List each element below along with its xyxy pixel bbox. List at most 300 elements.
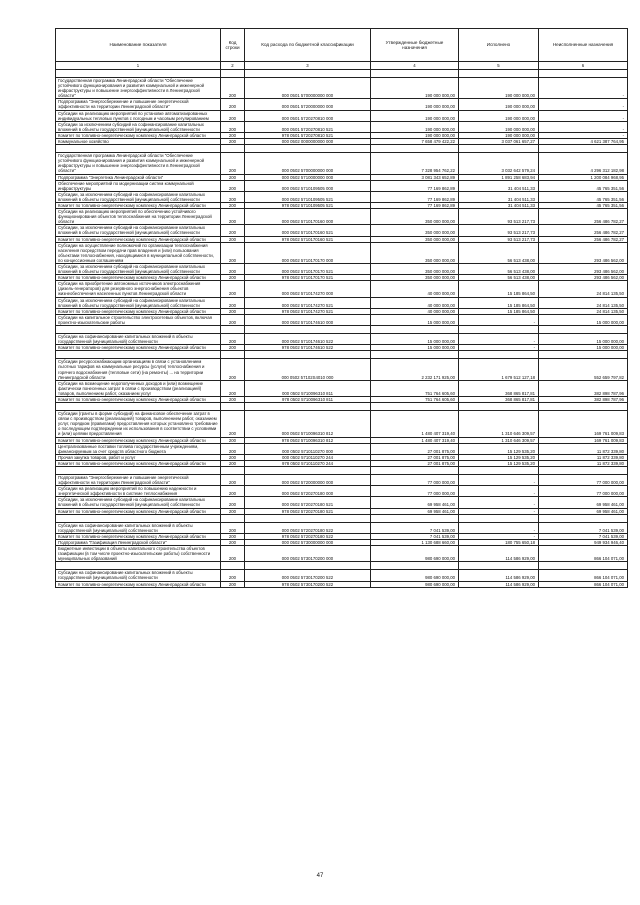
row-code: 200 (221, 486, 245, 497)
row-executed: 15 185 864,50 (459, 281, 539, 297)
row-kbk: 000 0502 5710110270 000 (245, 443, 371, 454)
row-code: 200 (221, 454, 245, 460)
row-kbk: 000 0502 5710170170 521 (245, 264, 371, 275)
table-row (56, 110, 628, 121)
row-code: 200 (221, 78, 245, 99)
row-name: Подпрограмма "Энергосбережение и повышение энергетической эффективности на территории Ленинградской области" (56, 475, 221, 486)
row-name: Обеспечение мероприятий по модернизации систем коммунальной инфраструктуры (56, 180, 221, 191)
row-executed: 15 185 864,50 (459, 308, 539, 314)
row-unexecuted: 293 486 562,00 (539, 275, 628, 281)
table-row (56, 411, 628, 437)
row-unexecuted: 866 104 071,00 (539, 546, 628, 562)
row-name: Субсидии на реализацию мероприятий по обеспечению устойчивого функционирования объектов теплоснабжения на территории Ленинградской области (56, 209, 221, 225)
table-row (56, 334, 628, 345)
row-executed: 15 185 864,50 (459, 297, 539, 308)
row-name: Субсидии, за исключением субсидий на софинансирование капитальных вложений в объекты государственной (муниципальной) собственности (56, 225, 221, 236)
row-code: 200 (221, 539, 245, 545)
table-row (56, 242, 628, 263)
row-executed: 190 000 000,00 (459, 110, 539, 121)
row-code: 200 (221, 359, 245, 380)
row-name: Комитет по топливно-энергетическому комплексу Ленинградской области (56, 396, 221, 402)
row-kbk: 000 0502 57102S4010 000 (245, 359, 371, 380)
row-name: Комитет по топливно-энергетическому комплексу Ленинградской области (56, 275, 221, 281)
header-unexecuted: Неисполненные назначения (539, 29, 628, 62)
row-kbk: 000 0502 5720270180 521 (245, 497, 371, 508)
row-approved: 7 328 954 762,22 (371, 153, 459, 174)
spacer-cell (371, 514, 459, 522)
table-row (56, 264, 628, 275)
row-unexecuted: 1 200 084 968,95 (539, 174, 628, 180)
table-row (56, 497, 628, 508)
row-approved: 190 000 000,00 (371, 121, 459, 132)
spacer-cell (221, 467, 245, 475)
row-executed: 368 865 817,81 (459, 396, 539, 402)
row-unexecuted: 866 104 071,00 (539, 581, 628, 587)
row-unexecuted: 15 000 000,00 (539, 314, 628, 325)
row-approved: 190 000 000,00 (371, 99, 459, 110)
row-code: 200 (221, 242, 245, 263)
row-approved: 40 000 000,00 (371, 308, 459, 314)
row-kbk: 000 0502 5730170200 522 (245, 570, 371, 581)
row-executed: - (459, 508, 539, 514)
row-name: Прочая закупка товаров, работ и услуг (56, 454, 221, 460)
row-name: Государственная программа Ленинградской области "Обеспечение устойчивого функционирования и развития коммунальной и инженерной инфраструктуры и повышение энергоэффективности в Ленинградской области" (56, 153, 221, 174)
row-code: 200 (221, 132, 245, 138)
row-name: Комитет по топливно-энергетическому комплексу Ленинградской области (56, 437, 221, 443)
row-unexecuted: 256 486 782,27 (539, 209, 628, 225)
row-executed: 3 037 061 657,27 (459, 139, 539, 145)
table-row (56, 281, 628, 297)
table-row (56, 314, 628, 325)
row-kbk: 978 0502 5710170170 521 (245, 275, 371, 281)
row-kbk: 978 0502 5720270180 521 (245, 508, 371, 514)
row-code: 200 (221, 191, 245, 202)
row-approved: 40 000 000,00 (371, 281, 459, 297)
table-row (56, 153, 628, 174)
row-kbk: 978 0502 5710170160 521 (245, 236, 371, 242)
spacer-cell (221, 70, 245, 78)
row-kbk: 978 0502 5710096310 811 (245, 396, 371, 402)
row-executed: 114 586 929,00 (459, 570, 539, 581)
spacer-cell (221, 514, 245, 522)
row-executed: 190 000 000,00 (459, 121, 539, 132)
row-approved: 15 000 000,00 (371, 314, 459, 325)
row-unexecuted: - (539, 78, 628, 99)
row-code: 200 (221, 314, 245, 325)
row-approved: 980 690 000,00 (371, 546, 459, 562)
spacer-row (56, 326, 628, 334)
row-name: Комитет по топливно-энергетическому комплексу Ленинградской области (56, 508, 221, 514)
spacer-cell (221, 351, 245, 359)
row-kbk: 000 0501 5720270810 000 (245, 110, 371, 121)
row-approved: 980 690 000,00 (371, 570, 459, 581)
row-unexecuted: 15 000 000,00 (539, 334, 628, 345)
spacer-cell (539, 562, 628, 570)
spacer-cell (539, 403, 628, 411)
row-name: Комитет по топливно-энергетическому комплексу Ленинградской области (56, 308, 221, 314)
row-executed: 15 129 535,20 (459, 454, 539, 460)
row-code: 200 (221, 139, 245, 145)
row-code: 200 (221, 497, 245, 508)
spacer-cell (371, 326, 459, 334)
row-kbk: 000 0502 5710174610 000 (245, 314, 371, 325)
header-kbk: Код расхода по бюджетной классификации (245, 29, 371, 62)
row-name: Подпрограмма "Газификация Ленинградской области" (56, 539, 221, 545)
row-unexecuted: 11 872 339,80 (539, 454, 628, 460)
row-unexecuted: - (539, 132, 628, 138)
row-kbk: 000 0502 5710110270 244 (245, 454, 371, 460)
row-approved: 7 041 539,00 (371, 522, 459, 533)
row-unexecuted: 7 041 539,00 (539, 533, 628, 539)
row-kbk: 000 0501 5720000000 000 (245, 99, 371, 110)
row-name: Комитет по топливно-энергетическому комплексу Ленинградской области (56, 533, 221, 539)
row-approved: 77 000 000,00 (371, 475, 459, 486)
row-approved: 77 169 862,89 (371, 180, 459, 191)
row-kbk: 978 0502 5710109505 521 (245, 202, 371, 208)
row-code: 200 (221, 153, 245, 174)
row-name: Государственная программа Ленинградской области "Обеспечение устойчивого функционирования и развития коммунальной и инженерной инфраструктуры и повышение энергоэффективности в Ленинградской области" (56, 78, 221, 99)
row-unexecuted: 293 486 562,00 (539, 264, 628, 275)
table-row (56, 297, 628, 308)
row-approved: 77 000 000,00 (371, 486, 459, 497)
row-kbk: 000 0501 5700000000 000 (245, 78, 371, 99)
row-code: 200 (221, 546, 245, 562)
row-approved: 40 000 000,00 (371, 297, 459, 308)
row-unexecuted: 293 486 562,00 (539, 242, 628, 263)
row-executed: - (459, 314, 539, 325)
row-kbk: 000 0502 0000000000 000 (245, 139, 371, 145)
column-number: 5 (459, 62, 539, 70)
spacer-cell (371, 403, 459, 411)
row-approved: 15 000 000,00 (371, 345, 459, 351)
row-name: Централизованные поставки топлива государственным учреждениям, финансируемым за счет средств областного бюджета (56, 443, 221, 454)
spacer-cell (245, 326, 371, 334)
table-body (56, 70, 628, 588)
row-code: 200 (221, 522, 245, 533)
row-executed: 56 513 438,00 (459, 264, 539, 275)
row-executed: 93 513 217,73 (459, 225, 539, 236)
spacer-cell (459, 351, 539, 359)
row-approved: 77 169 862,89 (371, 191, 459, 202)
row-approved: 350 000 000,00 (371, 209, 459, 225)
row-unexecuted: 169 761 009,83 (539, 437, 628, 443)
spacer-cell (371, 70, 459, 78)
row-kbk: 000 0502 5710096310 812 (245, 411, 371, 437)
row-name: Субсидии на капитальное строительство электросетевых объектов, включая проектно-изыскательские работы (56, 314, 221, 325)
table-row (56, 180, 628, 191)
row-approved: 350 000 000,00 (371, 242, 459, 263)
table-row (56, 99, 628, 110)
row-name: Коммунальное хозяйство (56, 139, 221, 145)
row-approved: 190 000 000,00 (371, 132, 459, 138)
column-number: 4 (371, 62, 459, 70)
row-unexecuted: 7 041 539,00 (539, 522, 628, 533)
row-unexecuted: 256 486 782,27 (539, 236, 628, 242)
row-name: Субсидии на возмещение недополученных доходов и (или) возмещение фактически понесенных затрат в связи с производством (реализацией) товаров, выполнением работ, оказанием услуг (56, 380, 221, 396)
row-code: 200 (221, 297, 245, 308)
spacer-cell (56, 467, 221, 475)
row-code: 200 (221, 345, 245, 351)
table-row (56, 570, 628, 581)
row-unexecuted: 169 761 009,83 (539, 411, 628, 437)
row-kbk: 000 0502 5710096310 811 (245, 380, 371, 396)
row-executed: 190 000 000,00 (459, 99, 539, 110)
table-row (56, 359, 628, 380)
row-executed: 190 000 000,00 (459, 132, 539, 138)
row-name: Субсидии ресурсоснабжающим организациям в связи с установлением льготных тарифов на коммунальные ресурсы (услуги) теплоснабжения и горячего водоснабжения (тепловые сети) (на ремонты) ... на территории Ленинградской области (56, 359, 221, 380)
row-name: Бюджетные инвестиции в объекты капитального строительства объектов газификации (в том числе проектно-изыскательские работы) собственности муниципальных образований (56, 546, 221, 562)
spacer-cell (371, 145, 459, 153)
row-approved: 980 690 000,00 (371, 581, 459, 587)
row-executed: - (459, 497, 539, 508)
row-unexecuted: 45 765 351,56 (539, 180, 628, 191)
row-unexecuted: 15 000 000,00 (539, 345, 628, 351)
row-name: Субсидии на реализацию мероприятий по повышению надежности и энергетической эффективности в системе теплоснабжения (56, 486, 221, 497)
spacer-cell (459, 403, 539, 411)
row-unexecuted: 45 765 351,56 (539, 191, 628, 202)
table-row (56, 380, 628, 396)
row-kbk: 000 0502 5710170160 521 (245, 225, 371, 236)
row-unexecuted: 866 104 071,00 (539, 570, 628, 581)
table-row (56, 443, 628, 454)
row-executed: 15 129 535,20 (459, 443, 539, 454)
row-name: Комитет по топливно-энергетическому комплексу Ленинградской области (56, 132, 221, 138)
row-name: Субсидии, за исключением субсидий на софинансирование капитальных вложений в объекты государственной (муниципальной) собственности (56, 191, 221, 202)
column-number: 2 (221, 62, 245, 70)
row-code: 200 (221, 264, 245, 275)
row-name: Субсидии (гранты в форме субсидий) на финансовое обеспечение затрат в связи с производством (реализацией) товаров, выполнением работ, оказанием услуг, порядком (правилами) предоставления которых установлено требование о последующем подтверждении их использования в соответствии с условиями и (или) целями предоставления (56, 411, 221, 437)
row-code: 200 (221, 334, 245, 345)
spacer-row (56, 514, 628, 522)
row-name: Субсидии на софинансирование капитальных вложений в объекты государственной (муниципальной) собственности (56, 570, 221, 581)
spacer-cell (539, 145, 628, 153)
row-executed: - (459, 533, 539, 539)
row-approved: 1 130 688 660,00 (371, 539, 459, 545)
row-approved: 2 232 171 925,00 (371, 359, 459, 380)
row-code: 200 (221, 460, 245, 466)
row-executed: 56 513 438,00 (459, 242, 539, 263)
spacer-cell (371, 351, 459, 359)
row-kbk: 000 0502 5720270180 000 (245, 486, 371, 497)
row-approved: 350 000 000,00 (371, 236, 459, 242)
row-approved: 27 001 875,00 (371, 454, 459, 460)
row-name: Субсидии, за исключением субсидий на софинансирование капитальных вложений в объекты государственной (муниципальной) собственности (56, 297, 221, 308)
spacer-cell (245, 514, 371, 522)
row-unexecuted: 24 814 135,50 (539, 308, 628, 314)
row-name: Комитет по топливно-энергетическому комплексу Ленинградской области (56, 581, 221, 587)
table-row (56, 475, 628, 486)
row-executed: 31 404 511,33 (459, 180, 539, 191)
row-code: 200 (221, 396, 245, 402)
row-unexecuted: 949 934 946,40 (539, 539, 628, 545)
table-row (56, 522, 628, 533)
row-code: 200 (221, 110, 245, 121)
row-kbk: 978 0502 5710174270 521 (245, 308, 371, 314)
row-executed: - (459, 486, 539, 497)
spacer-cell (56, 351, 221, 359)
row-code: 200 (221, 121, 245, 132)
spacer-cell (459, 70, 539, 78)
row-name: Субсидии на реализацию мероприятий по установке автоматизированных индивидуальных тепловых пунктов с погодным и часовым регулированием (56, 110, 221, 121)
row-name: Субсидии, за исключением субсидий на софинансирование капитальных вложений в объекты государственной (муниципальной) собственности (56, 497, 221, 508)
row-executed: 180 755 650,18 (459, 539, 539, 545)
row-kbk: 000 0502 5720000000 000 (245, 475, 371, 486)
row-kbk: 000 0502 5700000000 000 (245, 153, 371, 174)
row-unexecuted: - (539, 110, 628, 121)
spacer-row (56, 562, 628, 570)
row-kbk: 000 0502 5710174270 000 (245, 281, 371, 297)
row-code: 200 (221, 99, 245, 110)
row-kbk: 000 0502 5710174270 521 (245, 297, 371, 308)
row-kbk: 978 0502 5730170200 522 (245, 581, 371, 587)
row-executed: 93 513 217,73 (459, 209, 539, 225)
row-code: 200 (221, 281, 245, 297)
header-approved: Утвержденные бюджетные назначения (371, 29, 459, 62)
spacer-cell (539, 70, 628, 78)
row-code: 200 (221, 570, 245, 581)
row-approved: 27 001 875,00 (371, 443, 459, 454)
header-executed: Исполнено (459, 29, 539, 62)
row-name: Комитет по топливно-энергетическому комплексу Ленинградской области (56, 202, 221, 208)
row-name: Подпрограмма "Энергосбережение и повышение энергетической эффективности на территории Ленинградской области" (56, 99, 221, 110)
table-row (56, 581, 628, 587)
row-executed: 1 310 646 309,57 (459, 411, 539, 437)
row-unexecuted: 45 765 351,56 (539, 202, 628, 208)
row-executed: 31 404 511,33 (459, 191, 539, 202)
table-row (56, 209, 628, 225)
table-row (56, 546, 628, 562)
row-name: Субсидии на софинансирование капитальных вложений в объекты государственной (муниципальной) собственности (56, 522, 221, 533)
row-executed: 93 513 217,73 (459, 236, 539, 242)
spacer-cell (56, 145, 221, 153)
table-row (56, 121, 628, 132)
row-name: Комитет по топливно-энергетическому комплексу Ленинградской области (56, 460, 221, 466)
spacer-cell (539, 514, 628, 522)
row-unexecuted: - (539, 99, 628, 110)
table-row (56, 78, 628, 99)
budget-execution-table (55, 28, 628, 588)
row-approved: 1 480 407 319,40 (371, 437, 459, 443)
row-name: Подпрограмма "Энергетика Ленинградской области" (56, 174, 221, 180)
spacer-cell (539, 351, 628, 359)
row-executed: 1 679 512 127,18 (459, 359, 539, 380)
spacer-cell (221, 326, 245, 334)
row-name: Субсидии на осуществление полномочий по организации теплоснабжения населения посредством передачи прав владения и (или) пользования объектами теплоснабжения, находящимися в муниципальной собственности, по концессионным соглашениям (56, 242, 221, 263)
row-unexecuted: - (539, 121, 628, 132)
table-row (56, 191, 628, 202)
row-executed: - (459, 345, 539, 351)
row-unexecuted: 382 898 787,96 (539, 396, 628, 402)
spacer-cell (56, 70, 221, 78)
spacer-row (56, 70, 628, 78)
spacer-cell (245, 467, 371, 475)
row-approved: 350 000 000,00 (371, 225, 459, 236)
row-name: Субсидии, за исключением субсидий на софинансирование капитальных вложений в объекты государственной (муниципальной) собственности (56, 264, 221, 275)
row-approved: 27 001 875,00 (371, 460, 459, 466)
row-kbk: 978 0502 5710174610 522 (245, 345, 371, 351)
spacer-cell (459, 562, 539, 570)
spacer-cell (221, 145, 245, 153)
column-number: 1 (56, 62, 221, 70)
row-approved: 7 658 479 422,22 (371, 139, 459, 145)
row-executed: 56 513 438,00 (459, 275, 539, 281)
row-code: 200 (221, 581, 245, 587)
row-kbk: 000 0502 5710109505 521 (245, 191, 371, 202)
row-approved: 77 169 862,89 (371, 202, 459, 208)
row-unexecuted: 4 296 312 182,98 (539, 153, 628, 174)
spacer-cell (56, 403, 221, 411)
row-kbk: 978 0501 5720270810 521 (245, 132, 371, 138)
row-code: 200 (221, 180, 245, 191)
row-approved: 751 764 605,60 (371, 396, 459, 402)
row-kbk: 000 0502 5730170200 000 (245, 546, 371, 562)
spacer-cell (56, 562, 221, 570)
row-approved: 15 000 000,00 (371, 334, 459, 345)
row-code: 200 (221, 475, 245, 486)
row-code: 200 (221, 209, 245, 225)
row-kbk: 000 0502 5710174610 522 (245, 334, 371, 345)
row-kbk: 978 0502 5710110270 244 (245, 460, 371, 466)
row-approved: 69 958 461,00 (371, 497, 459, 508)
row-code: 200 (221, 533, 245, 539)
spacer-cell (245, 70, 371, 78)
row-executed: 15 129 535,20 (459, 460, 539, 466)
row-approved: 190 000 000,00 (371, 110, 459, 121)
row-unexecuted: 69 958 461,00 (539, 508, 628, 514)
row-approved: 751 764 605,60 (371, 380, 459, 396)
row-code: 200 (221, 308, 245, 314)
row-code: 200 (221, 225, 245, 236)
row-unexecuted: 382 898 787,96 (539, 380, 628, 396)
row-executed: 114 586 929,00 (459, 546, 539, 562)
spacer-cell (459, 326, 539, 334)
header-code: Код строки (221, 29, 245, 62)
row-kbk: 000 0501 5720270810 521 (245, 121, 371, 132)
row-kbk: 000 0502 5720270180 522 (245, 522, 371, 533)
row-unexecuted: 69 958 461,00 (539, 497, 628, 508)
page-number: 47 (316, 873, 324, 879)
row-code: 200 (221, 437, 245, 443)
row-unexecuted: 552 659 797,82 (539, 359, 628, 380)
row-unexecuted: 24 814 135,50 (539, 281, 628, 297)
row-approved: 190 000 000,00 (371, 78, 459, 99)
spacer-cell (539, 326, 628, 334)
row-unexecuted: 77 000 000,00 (539, 475, 628, 486)
row-unexecuted: 24 814 135,50 (539, 297, 628, 308)
table-row (56, 486, 628, 497)
row-code: 200 (221, 411, 245, 437)
report-page (55, 28, 627, 588)
row-name: Субсидии на приобретение автономных источников электроснабжения (дизель-генераторов) для резервного энергоснабжения объектов жизнеобеспечения населенных пунктов Ленинградской области (56, 281, 221, 297)
row-unexecuted: 4 621 387 764,95 (539, 139, 628, 145)
row-code: 200 (221, 443, 245, 454)
row-code: 200 (221, 508, 245, 514)
column-number: 3 (245, 62, 371, 70)
row-executed: 1 891 258 683,94 (459, 174, 539, 180)
row-name: Субсидии на софинансирование капитальных вложений в объекты государственной (муниципальной) собственности (56, 334, 221, 345)
spacer-cell (221, 403, 245, 411)
row-approved: 1 480 407 319,40 (371, 411, 459, 437)
row-code: 200 (221, 236, 245, 242)
row-executed: - (459, 334, 539, 345)
row-kbk: 000 0502 5730000000 000 (245, 539, 371, 545)
spacer-cell (539, 467, 628, 475)
spacer-cell (371, 562, 459, 570)
row-kbk: 978 0502 5720270180 522 (245, 533, 371, 539)
row-approved: 3 081 343 652,89 (371, 174, 459, 180)
row-code: 200 (221, 174, 245, 180)
row-kbk: 978 0502 5710096310 812 (245, 437, 371, 443)
